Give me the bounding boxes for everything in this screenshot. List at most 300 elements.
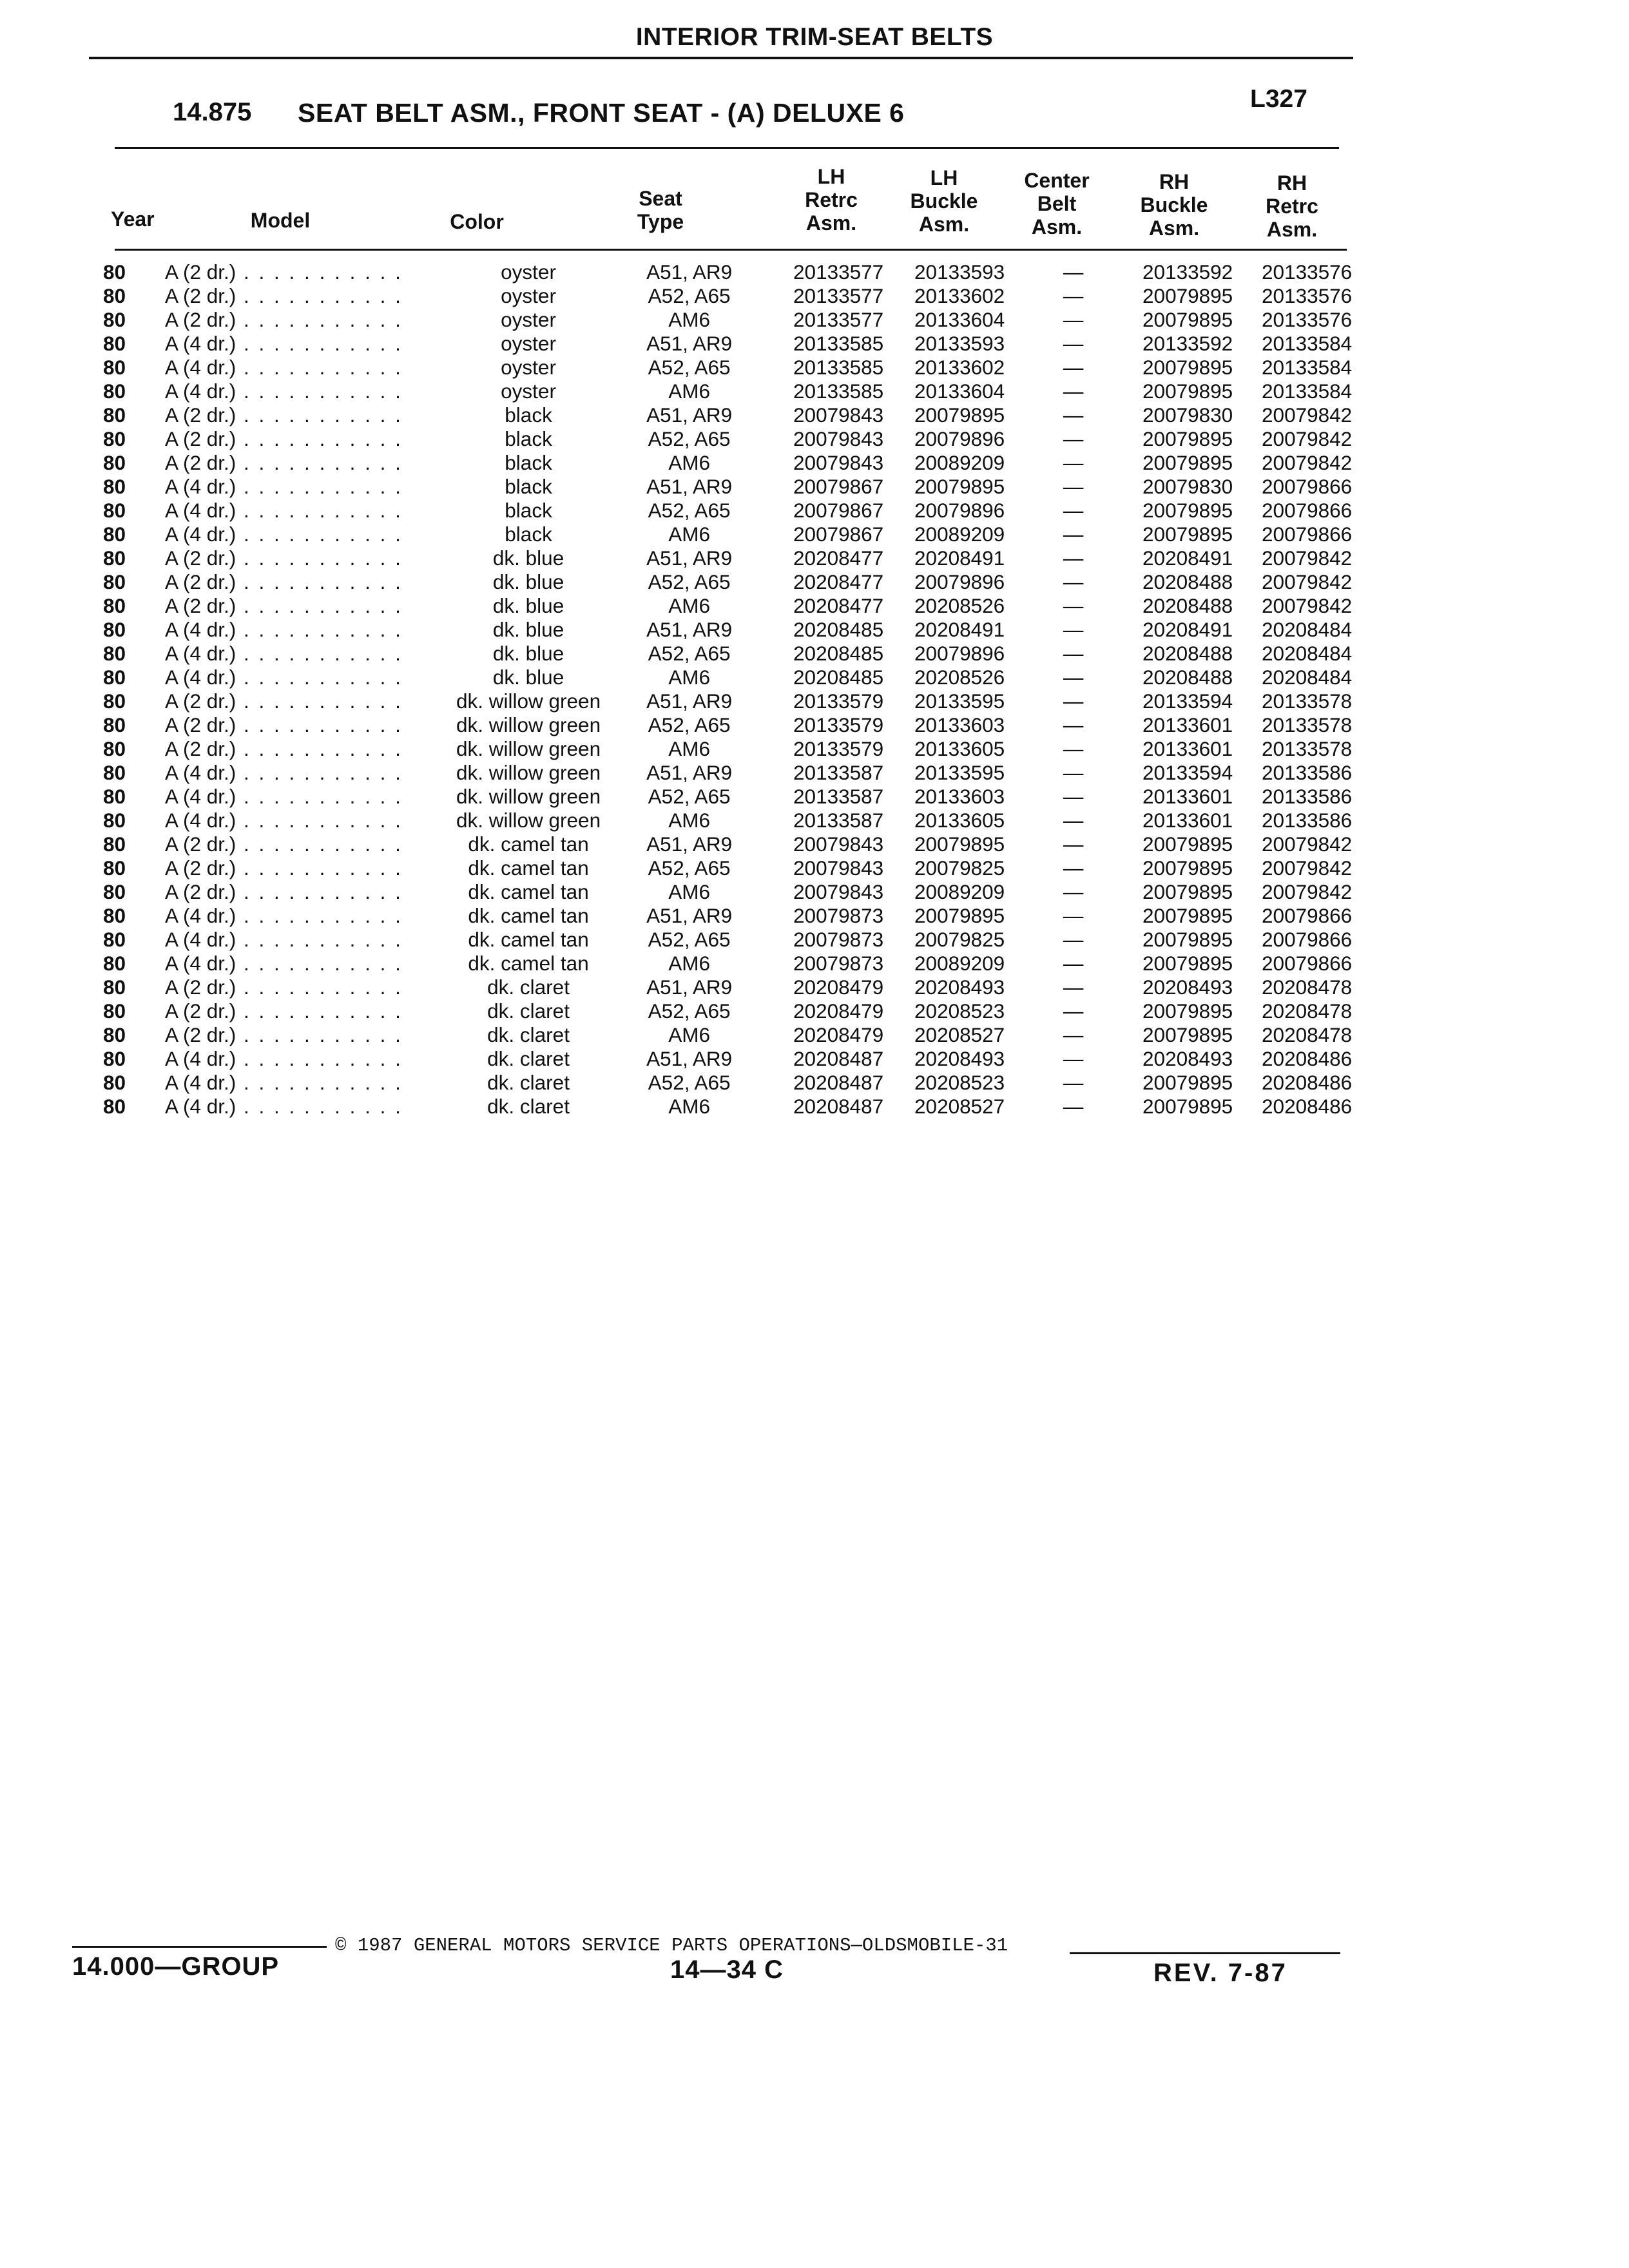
leader-dots: . . . . . . . . . . . xyxy=(236,975,403,999)
table-row xyxy=(103,380,1365,403)
center-belt-cell: — xyxy=(1063,570,1084,593)
year-cell: 80 xyxy=(103,809,126,832)
color-cell: dk. claret xyxy=(487,999,570,1023)
rh-retrc-cell: 20208478 xyxy=(1262,999,1353,1023)
model-cell xyxy=(165,427,456,451)
center-belt-cell: — xyxy=(1063,332,1084,355)
seat-type-cell: AM6 xyxy=(668,451,710,474)
color-cell: dk. claret xyxy=(487,1095,570,1118)
model-label: A (4 dr.) xyxy=(165,809,236,832)
table-row xyxy=(103,975,1365,999)
rh-buckle-cell: 20133601 xyxy=(1142,713,1233,736)
rh-buckle-cell: 20208493 xyxy=(1142,975,1233,999)
rh-retrc-cell: 20079866 xyxy=(1262,475,1353,498)
color-cell: oyster xyxy=(501,356,556,379)
year-cell: 80 xyxy=(103,713,126,736)
lh-buckle-cell: 20079896 xyxy=(914,427,1005,450)
table-row xyxy=(103,546,1365,570)
rh-buckle-cell: 20079895 xyxy=(1142,880,1233,903)
model-label: A (4 dr.) xyxy=(165,356,236,379)
center-belt-cell: — xyxy=(1063,284,1084,307)
header-rule xyxy=(89,57,1353,59)
table-row xyxy=(103,809,1365,832)
color-cell: black xyxy=(505,451,552,474)
lh-retrc-cell: 20133587 xyxy=(793,809,884,832)
table-row xyxy=(103,856,1365,880)
lh-buckle-cell: 20089209 xyxy=(914,880,1005,903)
rh-retrc-cell: 20133586 xyxy=(1262,761,1353,784)
model-label: A (2 dr.) xyxy=(165,880,236,903)
lh-buckle-cell: 20079896 xyxy=(914,570,1005,593)
leader-dots: . . . . . . . . . . . xyxy=(236,809,403,832)
center-belt-cell: — xyxy=(1063,546,1084,570)
year-cell: 80 xyxy=(103,642,126,665)
seat-type-cell: AM6 xyxy=(668,594,710,617)
rh-retrc-cell: 20133576 xyxy=(1262,284,1353,307)
color-cell: dk. blue xyxy=(492,546,564,570)
rh-buckle-cell: 20208488 xyxy=(1142,594,1233,617)
center-belt-cell: — xyxy=(1063,475,1084,498)
color-cell: dk. willow green xyxy=(456,713,601,736)
seat-type-cell: A51, AR9 xyxy=(646,403,733,427)
lh-retrc-cell: 20079867 xyxy=(793,475,884,498)
color-cell: black xyxy=(505,523,552,546)
lh-retrc-cell: 20133585 xyxy=(793,356,884,379)
model-cell xyxy=(165,308,456,332)
rh-retrc-cell: 20133576 xyxy=(1262,308,1353,331)
center-belt-cell: — xyxy=(1063,761,1084,784)
model-cell xyxy=(165,999,456,1023)
lh-retrc-cell: 20133579 xyxy=(793,713,884,736)
color-cell: dk. camel tan xyxy=(468,928,589,951)
rh-buckle-cell: 20079895 xyxy=(1142,1023,1233,1046)
center-belt-cell: — xyxy=(1063,666,1084,689)
table-row xyxy=(103,403,1365,427)
year-cell: 80 xyxy=(103,737,126,760)
center-belt-cell: — xyxy=(1063,427,1084,450)
lh-buckle-cell: 20089209 xyxy=(914,451,1005,474)
seat-type-cell: A51, AR9 xyxy=(646,332,733,355)
lh-retrc-cell: 20079843 xyxy=(793,451,884,474)
rh-retrc-cell: 20208478 xyxy=(1262,1023,1353,1046)
rh-retrc-cell: 20079842 xyxy=(1262,546,1353,570)
year-cell: 80 xyxy=(103,856,126,879)
seat-type-cell: AM6 xyxy=(668,1023,710,1046)
lh-buckle-cell: 20133602 xyxy=(914,284,1005,307)
lh-retrc-cell: 20133577 xyxy=(793,308,884,331)
center-belt-cell: — xyxy=(1063,928,1084,951)
table-row xyxy=(103,570,1365,594)
rh-retrc-cell: 20208484 xyxy=(1262,666,1353,689)
model-cell xyxy=(165,856,456,880)
footer-rule-left xyxy=(72,1946,327,1948)
table-row xyxy=(103,785,1365,809)
lh-buckle-cell: 20133595 xyxy=(914,689,1005,713)
footer-revision: REV. 7-87 xyxy=(1153,1959,1287,1987)
seat-type-cell: AM6 xyxy=(668,523,710,546)
table-row xyxy=(103,642,1365,666)
leader-dots: . . . . . . . . . . . xyxy=(236,523,403,546)
model-label: A (2 dr.) xyxy=(165,689,236,713)
rh-buckle-cell: 20079895 xyxy=(1142,380,1233,403)
lh-buckle-cell: 20089209 xyxy=(914,952,1005,975)
model-label: A (2 dr.) xyxy=(165,975,236,999)
rh-retrc-cell: 20079842 xyxy=(1262,403,1353,427)
table-row xyxy=(103,356,1365,380)
table-row xyxy=(103,1071,1365,1095)
center-belt-cell: — xyxy=(1063,1023,1084,1046)
rh-buckle-cell: 20208491 xyxy=(1142,618,1233,641)
rh-buckle-cell: 20133601 xyxy=(1142,785,1233,808)
rh-buckle-cell: 20208488 xyxy=(1142,642,1233,665)
lh-buckle-cell: 20079895 xyxy=(914,904,1005,927)
model-label: A (2 dr.) xyxy=(165,308,236,331)
color-cell: black xyxy=(505,475,552,498)
lh-buckle-cell: 20208526 xyxy=(914,666,1005,689)
table-row xyxy=(103,284,1365,308)
color-cell: dk. camel tan xyxy=(468,832,589,856)
leader-dots: . . . . . . . . . . . xyxy=(236,1095,403,1118)
table-row xyxy=(103,832,1365,856)
year-cell: 80 xyxy=(103,594,126,617)
leader-dots: . . . . . . . . . . . xyxy=(236,451,403,474)
lh-buckle-cell: 20133595 xyxy=(914,761,1005,784)
seat-type-cell: A51, AR9 xyxy=(646,904,733,927)
rh-retrc-cell: 20079866 xyxy=(1262,904,1353,927)
rh-retrc-cell: 20208486 xyxy=(1262,1071,1353,1094)
table-row xyxy=(103,260,1365,284)
model-label: A (2 dr.) xyxy=(165,713,236,736)
rh-retrc-cell: 20133576 xyxy=(1262,260,1353,284)
leader-dots: . . . . . . . . . . . xyxy=(236,260,403,284)
center-belt-cell: — xyxy=(1063,403,1084,427)
seat-type-cell: A52, A65 xyxy=(648,356,731,379)
leader-dots: . . . . . . . . . . . xyxy=(236,475,403,498)
color-cell: dk. willow green xyxy=(456,737,601,760)
leader-dots: . . . . . . . . . . . xyxy=(236,761,403,784)
model-label: A (4 dr.) xyxy=(165,928,236,951)
lh-buckle-cell: 20133603 xyxy=(914,785,1005,808)
rh-buckle-cell: 20208488 xyxy=(1142,570,1233,593)
seat-type-cell: A51, AR9 xyxy=(646,975,733,999)
year-cell: 80 xyxy=(103,427,126,450)
rh-retrc-cell: 20133584 xyxy=(1262,332,1353,355)
col-header-color: Color xyxy=(450,210,504,233)
lh-retrc-cell: 20133585 xyxy=(793,380,884,403)
lh-buckle-cell: 20208527 xyxy=(914,1095,1005,1118)
lh-buckle-cell: 20208523 xyxy=(914,999,1005,1023)
page-header-title: INTERIOR TRIM-SEAT BELTS xyxy=(635,23,994,51)
center-belt-cell: — xyxy=(1063,1047,1084,1070)
model-label: A (4 dr.) xyxy=(165,666,236,689)
color-cell: dk. claret xyxy=(487,1047,570,1070)
year-cell: 80 xyxy=(103,523,126,546)
model-cell xyxy=(165,546,456,570)
seat-type-cell: A52, A65 xyxy=(648,499,731,522)
model-cell xyxy=(165,642,456,666)
rh-buckle-cell: 20079895 xyxy=(1142,904,1233,927)
lh-buckle-cell: 20133602 xyxy=(914,356,1005,379)
color-cell: dk. blue xyxy=(492,666,564,689)
lh-buckle-cell: 20208527 xyxy=(914,1023,1005,1046)
rh-retrc-cell: 20133578 xyxy=(1262,713,1353,736)
color-cell: dk. camel tan xyxy=(468,904,589,927)
lh-buckle-cell: 20208493 xyxy=(914,975,1005,999)
center-belt-cell: — xyxy=(1063,785,1084,808)
rh-buckle-cell: 20079830 xyxy=(1142,475,1233,498)
center-belt-cell: — xyxy=(1063,737,1084,760)
year-cell: 80 xyxy=(103,403,126,427)
lh-retrc-cell: 20079873 xyxy=(793,928,884,951)
seat-type-cell: A52, A65 xyxy=(648,570,731,593)
year-cell: 80 xyxy=(103,356,126,379)
year-cell: 80 xyxy=(103,546,126,570)
model-cell xyxy=(165,761,456,785)
seat-type-cell: A52, A65 xyxy=(648,785,731,808)
rh-buckle-cell: 20133601 xyxy=(1142,809,1233,832)
lh-retrc-cell: 20079843 xyxy=(793,427,884,450)
rh-buckle-cell: 20079895 xyxy=(1142,523,1233,546)
year-cell: 80 xyxy=(103,666,126,689)
rh-retrc-cell: 20079842 xyxy=(1262,856,1353,879)
rh-retrc-cell: 20079866 xyxy=(1262,952,1353,975)
color-cell: dk. willow green xyxy=(456,785,601,808)
model-cell xyxy=(165,737,456,761)
seat-type-cell: AM6 xyxy=(668,308,710,331)
table-row xyxy=(103,689,1365,713)
color-cell: dk. blue xyxy=(492,594,564,617)
year-cell: 80 xyxy=(103,832,126,856)
lh-retrc-cell: 20079843 xyxy=(793,832,884,856)
lh-retrc-cell: 20133587 xyxy=(793,785,884,808)
model-label: A (2 dr.) xyxy=(165,284,236,307)
lh-retrc-cell: 20079867 xyxy=(793,523,884,546)
color-cell: dk. claret xyxy=(487,1023,570,1046)
lh-buckle-cell: 20208526 xyxy=(914,594,1005,617)
center-belt-cell: — xyxy=(1063,904,1084,927)
rh-retrc-cell: 20079842 xyxy=(1262,427,1353,450)
lh-retrc-cell: 20208477 xyxy=(793,546,884,570)
color-cell: black xyxy=(505,427,552,450)
lh-buckle-cell: 20079896 xyxy=(914,642,1005,665)
center-belt-cell: — xyxy=(1063,1095,1084,1118)
model-cell xyxy=(165,832,456,856)
model-cell xyxy=(165,260,456,284)
rh-buckle-cell: 20079895 xyxy=(1142,1071,1233,1094)
center-belt-cell: — xyxy=(1063,499,1084,522)
rh-buckle-cell: 20133594 xyxy=(1142,761,1233,784)
rh-retrc-cell: 20133586 xyxy=(1262,785,1353,808)
color-cell: dk. blue xyxy=(492,642,564,665)
rh-buckle-cell: 20133592 xyxy=(1142,260,1233,284)
lh-buckle-cell: 20089209 xyxy=(914,523,1005,546)
rh-buckle-cell: 20079895 xyxy=(1142,999,1233,1023)
model-label: A (4 dr.) xyxy=(165,475,236,498)
seat-type-cell: AM6 xyxy=(668,880,710,903)
rh-buckle-cell: 20079895 xyxy=(1142,499,1233,522)
model-cell xyxy=(165,284,456,308)
model-cell xyxy=(165,1047,456,1071)
color-cell: dk. camel tan xyxy=(468,880,589,903)
center-belt-cell: — xyxy=(1063,880,1084,903)
seat-type-cell: AM6 xyxy=(668,1095,710,1118)
rh-buckle-cell: 20133594 xyxy=(1142,689,1233,713)
year-cell: 80 xyxy=(103,904,126,927)
rh-retrc-cell: 20208484 xyxy=(1262,642,1353,665)
leader-dots: . . . . . . . . . . . xyxy=(236,952,403,975)
lh-buckle-cell: 20133604 xyxy=(914,308,1005,331)
leader-dots: . . . . . . . . . . . xyxy=(236,308,403,331)
year-cell: 80 xyxy=(103,1023,126,1046)
lh-retrc-cell: 20133577 xyxy=(793,284,884,307)
lh-buckle-cell: 20208523 xyxy=(914,1071,1005,1094)
lh-retrc-cell: 20133585 xyxy=(793,332,884,355)
lh-retrc-cell: 20208477 xyxy=(793,570,884,593)
model-cell xyxy=(165,1023,456,1047)
year-cell: 80 xyxy=(103,499,126,522)
leader-dots: . . . . . . . . . . . xyxy=(236,880,403,903)
year-cell: 80 xyxy=(103,761,126,784)
year-cell: 80 xyxy=(103,308,126,331)
center-belt-cell: — xyxy=(1063,308,1084,331)
lh-retrc-cell: 20208479 xyxy=(793,999,884,1023)
lh-retrc-cell: 20208485 xyxy=(793,666,884,689)
model-cell xyxy=(165,1095,456,1119)
col-header-center-belt: Center Belt Asm. xyxy=(1024,169,1090,238)
model-cell xyxy=(165,618,456,642)
rh-buckle-cell: 20133601 xyxy=(1142,737,1233,760)
section-title: SEAT BELT ASM., FRONT SEAT - (A) DELUXE 6 xyxy=(298,98,905,128)
model-label: A (2 dr.) xyxy=(165,737,236,760)
col-header-rh-buckle: RH Buckle Asm. xyxy=(1140,170,1208,240)
lh-retrc-cell: 20133587 xyxy=(793,761,884,784)
rh-retrc-cell: 20208484 xyxy=(1262,618,1353,641)
rh-retrc-cell: 20208478 xyxy=(1262,975,1353,999)
seat-type-cell: AM6 xyxy=(668,666,710,689)
table-row xyxy=(103,713,1365,737)
model-cell xyxy=(165,975,456,999)
model-label: A (2 dr.) xyxy=(165,546,236,570)
seat-type-cell: AM6 xyxy=(668,952,710,975)
center-belt-cell: — xyxy=(1063,618,1084,641)
model-cell xyxy=(165,332,456,356)
model-label: A (2 dr.) xyxy=(165,451,236,474)
color-cell: oyster xyxy=(501,260,556,284)
section-number: 14.875 xyxy=(173,98,252,126)
leader-dots: . . . . . . . . . . . xyxy=(236,1023,403,1046)
rh-buckle-cell: 20079895 xyxy=(1142,952,1233,975)
seat-type-cell: A51, AR9 xyxy=(646,761,733,784)
seat-type-cell: A51, AR9 xyxy=(646,832,733,856)
rh-retrc-cell: 20079842 xyxy=(1262,570,1353,593)
lh-buckle-cell: 20079825 xyxy=(914,856,1005,879)
footer-page-number: 14—34 C xyxy=(670,1956,784,1984)
lh-retrc-cell: 20079873 xyxy=(793,952,884,975)
lh-buckle-cell: 20079895 xyxy=(914,832,1005,856)
model-cell xyxy=(165,952,456,975)
year-cell: 80 xyxy=(103,689,126,713)
year-cell: 80 xyxy=(103,570,126,593)
color-cell: oyster xyxy=(501,284,556,307)
leader-dots: . . . . . . . . . . . xyxy=(236,594,403,617)
model-label: A (4 dr.) xyxy=(165,952,236,975)
rh-buckle-cell: 20208493 xyxy=(1142,1047,1233,1070)
model-cell xyxy=(165,785,456,809)
footer-rule-right xyxy=(1070,1952,1340,1954)
rh-buckle-cell: 20079895 xyxy=(1142,856,1233,879)
leader-dots: . . . . . . . . . . . xyxy=(236,785,403,808)
rh-retrc-cell: 20079866 xyxy=(1262,499,1353,522)
model-cell xyxy=(165,356,456,380)
lh-retrc-cell: 20208485 xyxy=(793,642,884,665)
model-cell xyxy=(165,689,456,713)
leader-dots: . . . . . . . . . . . xyxy=(236,380,403,403)
leader-dots: . . . . . . . . . . . xyxy=(236,642,403,665)
rh-retrc-cell: 20079866 xyxy=(1262,928,1353,951)
year-cell: 80 xyxy=(103,880,126,903)
model-label: A (4 dr.) xyxy=(165,1047,236,1070)
year-cell: 80 xyxy=(103,975,126,999)
leader-dots: . . . . . . . . . . . xyxy=(236,356,403,379)
table-row xyxy=(103,999,1365,1023)
model-label: A (4 dr.) xyxy=(165,642,236,665)
model-label: A (4 dr.) xyxy=(165,618,236,641)
rh-buckle-cell: 20079830 xyxy=(1142,403,1233,427)
model-cell xyxy=(165,380,456,403)
rh-retrc-cell: 20079842 xyxy=(1262,880,1353,903)
table-row xyxy=(103,1095,1365,1119)
center-belt-cell: — xyxy=(1063,451,1084,474)
center-belt-cell: — xyxy=(1063,832,1084,856)
year-cell: 80 xyxy=(103,284,126,307)
lh-buckle-cell: 20133604 xyxy=(914,380,1005,403)
seat-type-cell: AM6 xyxy=(668,380,710,403)
lh-retrc-cell: 20133577 xyxy=(793,260,884,284)
rh-retrc-cell: 20133584 xyxy=(1262,380,1353,403)
col-header-seat-type: Seat Type xyxy=(637,187,684,233)
seat-type-cell: AM6 xyxy=(668,737,710,760)
lh-retrc-cell: 20079873 xyxy=(793,904,884,927)
model-cell xyxy=(165,880,456,904)
model-label: A (4 dr.) xyxy=(165,761,236,784)
lh-retrc-cell: 20208487 xyxy=(793,1047,884,1070)
year-cell: 80 xyxy=(103,928,126,951)
table-row xyxy=(103,475,1365,499)
lh-retrc-cell: 20208479 xyxy=(793,975,884,999)
center-belt-cell: — xyxy=(1063,260,1084,284)
color-cell: dk. camel tan xyxy=(468,856,589,879)
model-label: A (2 dr.) xyxy=(165,570,236,593)
table-row xyxy=(103,761,1365,785)
lh-retrc-cell: 20208487 xyxy=(793,1071,884,1094)
model-label: A (4 dr.) xyxy=(165,904,236,927)
rh-buckle-cell: 20079895 xyxy=(1142,427,1233,450)
lh-buckle-cell: 20079895 xyxy=(914,475,1005,498)
leader-dots: . . . . . . . . . . . xyxy=(236,499,403,522)
color-cell: dk. claret xyxy=(487,975,570,999)
year-cell: 80 xyxy=(103,999,126,1023)
center-belt-cell: — xyxy=(1063,975,1084,999)
color-cell: dk. camel tan xyxy=(468,952,589,975)
leader-dots: . . . . . . . . . . . xyxy=(236,832,403,856)
seat-type-cell: A52, A65 xyxy=(648,999,731,1023)
lh-buckle-cell: 20133605 xyxy=(914,809,1005,832)
model-cell xyxy=(165,666,456,689)
year-cell: 80 xyxy=(103,451,126,474)
color-cell: oyster xyxy=(501,332,556,355)
year-cell: 80 xyxy=(103,260,126,284)
color-cell: oyster xyxy=(501,380,556,403)
